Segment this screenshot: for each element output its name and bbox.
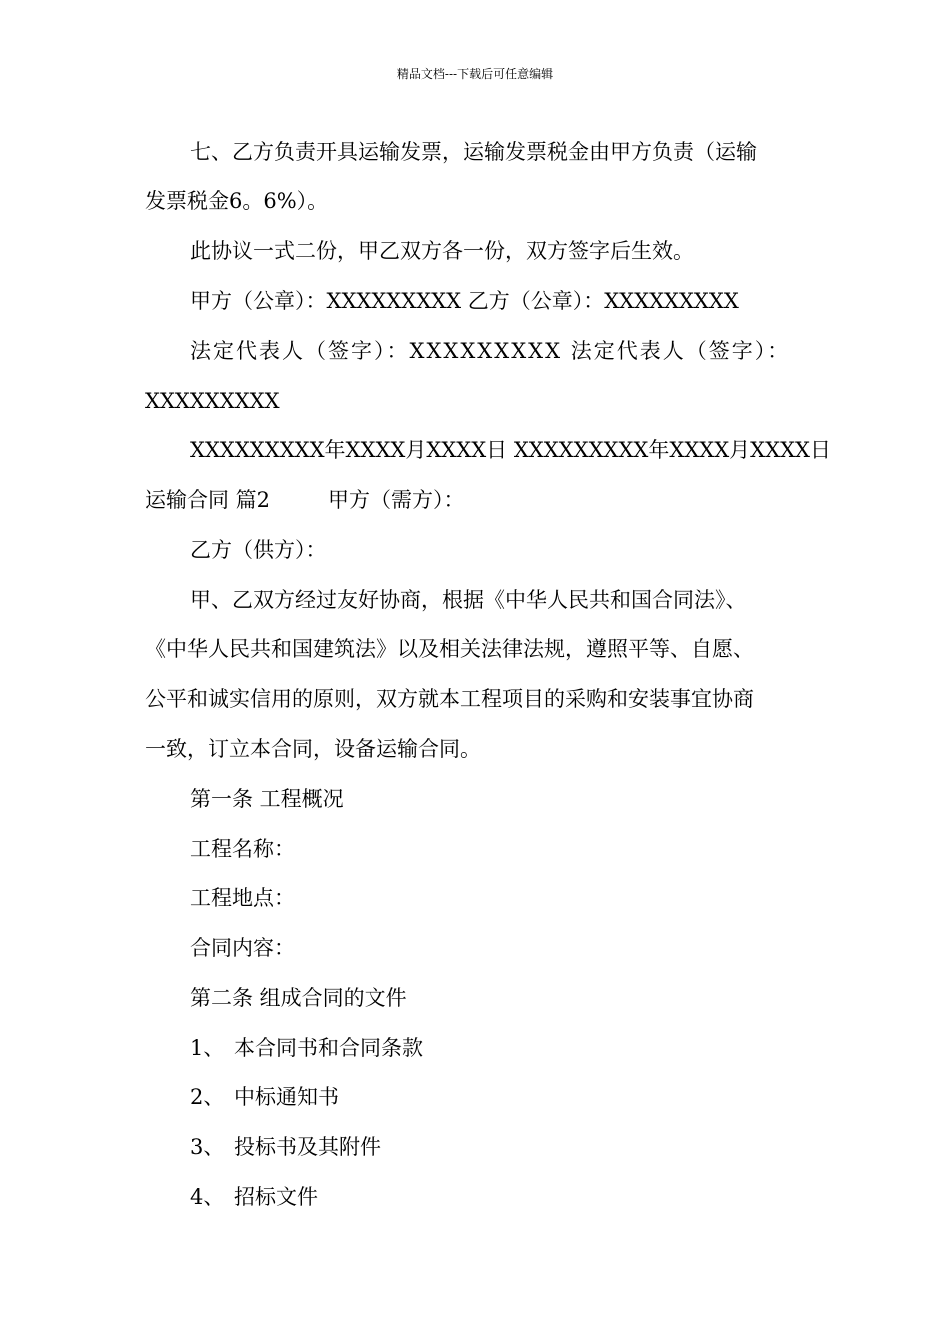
article-heading: 第二条 组成合同的文件 bbox=[190, 986, 407, 1010]
list-item-number: 2、 bbox=[190, 1085, 225, 1109]
paragraph-line: 公平和诚实信用的原则，双方就本工程项目的采购和安装事宜协商 bbox=[145, 687, 754, 711]
paragraph-line: 发票税金6。6%）。 bbox=[145, 189, 329, 213]
contract-title: 运输合同 篇2 bbox=[145, 488, 271, 512]
page-header: 精品文档---下载后可任意编辑 bbox=[396, 67, 554, 81]
field-label: 合同内容： bbox=[190, 936, 295, 960]
paragraph-line: 《中华人民共和国建筑法》以及相关法律法规，遵照平等、自愿、 bbox=[145, 637, 754, 661]
list-item-text: 招标文件 bbox=[234, 1185, 318, 1209]
signature-placeholder: XXXXXXXXX bbox=[145, 389, 280, 413]
party-a-label: 甲方（需方）： bbox=[328, 488, 465, 512]
paragraph-line: 一致，订立本合同，设备运输合同。 bbox=[145, 737, 481, 761]
list-item-text: 投标书及其附件 bbox=[234, 1135, 381, 1159]
field-label: 工程地点： bbox=[190, 886, 295, 910]
party-seal-line: 甲方（公章）：XXXXXXXXX 乙方（公章）：XXXXXXXXX bbox=[190, 289, 739, 313]
list-item-number: 1、 bbox=[190, 1036, 225, 1060]
paragraph-line: 七、乙方负责开具运输发票，运输发票税金由甲方负责（运输 bbox=[190, 140, 757, 164]
list-item bbox=[190, 1133, 381, 1161]
paragraph-line: 甲、乙双方经过友好协商，根据《中华人民共和国合同法》、 bbox=[190, 588, 747, 612]
list-item-number: 4、 bbox=[190, 1185, 225, 1209]
paragraph-line: 此协议一式二份，甲乙双方各一份，双方签字后生效。 bbox=[190, 239, 694, 263]
list-item-number: 3、 bbox=[190, 1135, 225, 1159]
field-label: 工程名称： bbox=[190, 837, 295, 861]
list-item bbox=[190, 1083, 339, 1111]
list-item-text: 本合同书和合同条款 bbox=[234, 1036, 423, 1060]
list-item bbox=[190, 1034, 423, 1062]
article-heading: 第一条 工程概况 bbox=[190, 787, 344, 811]
signature-line: 法定代表人（签字）：XXXXXXXXX 法定代表人（签字）： bbox=[190, 339, 791, 363]
list-item-text: 中标通知书 bbox=[234, 1085, 339, 1109]
list-item bbox=[190, 1183, 318, 1211]
party-b-label: 乙方（供方）： bbox=[190, 538, 327, 562]
date-line: XXXXXXXXX年XXXX月XXXX日 XXXXXXXXX年XXXX月XXXX日 bbox=[190, 438, 831, 462]
